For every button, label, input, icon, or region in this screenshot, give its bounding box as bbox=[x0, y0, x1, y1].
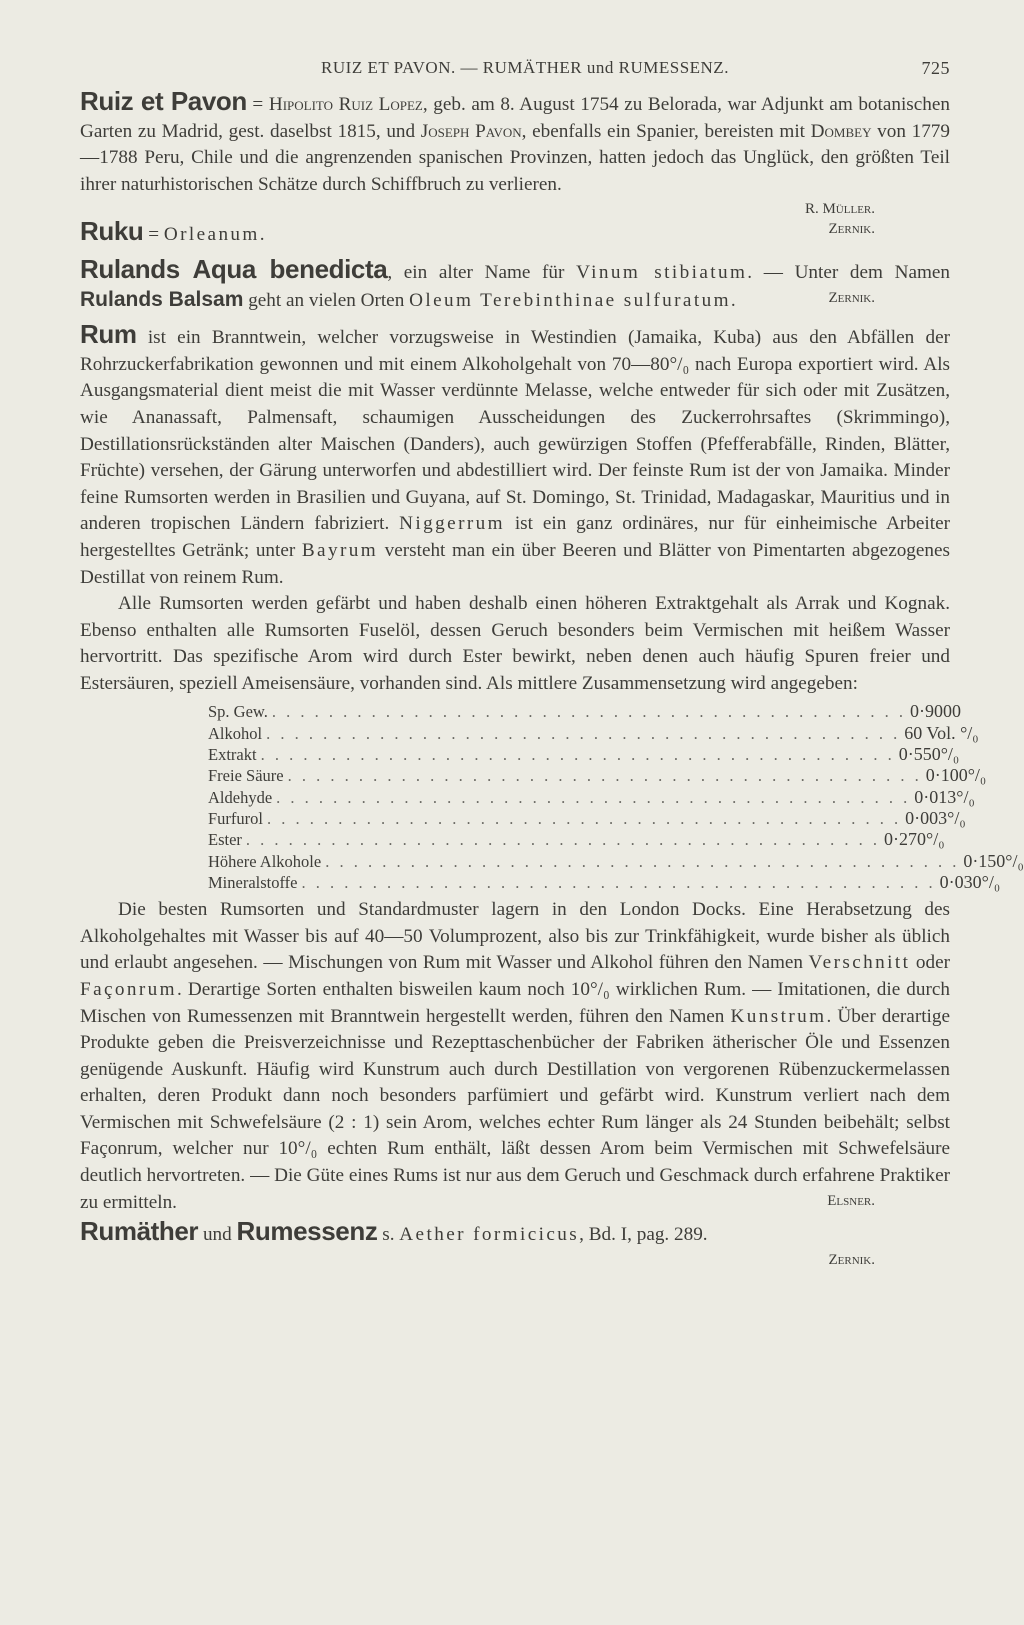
composition-value: 60 Vol. °/₀ bbox=[904, 722, 979, 743]
composition-row bbox=[208, 722, 979, 744]
composition-name: Furfurol bbox=[208, 808, 263, 828]
composition-row bbox=[208, 701, 962, 722]
text-run: von 1779—1788 Peru, Chile und die angrenzenden spanischen Provinzen, hatten jedoch das Unglück, den größten Teil ihrer naturhistorischen Schätze durch Schiffbruch zu verlieren. bbox=[80, 120, 950, 195]
text-run: ist ein Branntwein, welcher vorzugsweise in Westindien (Jamaika, Kuba) aus den Abfällen der Rohrzuckerfabrikation gewonnen und mit einem Alkoholgehalt von 70—80°/₀ nach Europa exportiert wird. Als Ausgangsmaterial dient meist die mit Wasser verdünnte Melasse, welche entweder für sich oder mit Zusätzen, wie Ananassaft, Palmensaft, schaumigen Ausscheidungen des Zuckerrohrsaftes (Skrimmingo), Destillationsrückständen alter Maischen (Danders), auch gewürzigen Stoffen (Pfefferabfälle, Rinden, Blätter, Früchte) versehen, der Gärung unterworfen und abdestilliert wird. Der feinste Rum ist der von Jamaika. Minder feine Rumsorten werden in Brasilien und Guyana, auf St. Domingo, St. Trinidad, Madagaskar, Mauritius und in anderen tropischen Ländern fabriziert. bbox=[80, 327, 950, 535]
composition-name: Freie Säure bbox=[208, 766, 284, 786]
text-run: s. bbox=[377, 1224, 400, 1246]
leader-dots: . . . . . . . . . . . . . . . . . . . . . . . . . . . . . . . . . . . . . . . . . . . . . bbox=[287, 766, 922, 786]
text-run: Die besten Rumsorten und Standardmuster lagern in den London Docks. Eine Herabsetzung des Alkoholgehaltes mit Wasser bis auf 40—50 Volumprozent, also bis zur Trinkfähigkeit, wurde bisher als üblich und erlaubt angesehen. — Mischungen von Rum mit Wasser und Alkohol führen den Namen bbox=[80, 899, 950, 974]
headword: Rumessenz bbox=[236, 1216, 378, 1247]
spaced-term: Bayrum bbox=[301, 539, 379, 561]
running-header bbox=[80, 58, 950, 88]
text-run: oder bbox=[910, 952, 951, 974]
spaced-term: Verschnitt bbox=[808, 952, 911, 974]
headword: Rumäther bbox=[80, 1216, 199, 1247]
author-signature: Zernik. bbox=[828, 1251, 875, 1268]
composition-value: 0·013°/₀ bbox=[914, 786, 975, 807]
entry-text bbox=[80, 218, 950, 249]
leader-dots: . . . . . . . . . . . . . . . . . . . . . . . . . . . . . . . . . . . . . . . . . . . . . bbox=[260, 745, 895, 765]
composition-name: Extrakt bbox=[208, 745, 257, 765]
composition-table bbox=[208, 701, 1024, 893]
text-run: ist ein ganz ordinäres, nur für einheimische Arbeiter hergestelltes Getränk; unter bbox=[80, 513, 950, 561]
leader-dots: . . . . . . . . . . . . . . . . . . . . . . . . . . . . . . . . . . . . . . . . . . . . . bbox=[245, 830, 881, 850]
spaced-term: Vinum stibiatum bbox=[576, 261, 748, 283]
composition-row bbox=[208, 765, 987, 786]
composition-name: Aldehyde bbox=[208, 787, 273, 807]
entry-text bbox=[80, 1218, 950, 1249]
composition-value: 0·270°/₀ bbox=[884, 829, 945, 850]
text-run: , geb. am 8. August 1754 zu Belorada, war Adjunkt am botanischen Garten zu Madrid, gest. daselbst 1815, und bbox=[80, 94, 950, 142]
person-name: Hipolito Ruiz Lopez bbox=[268, 94, 423, 115]
leader-dots: . . . . . . . . . . . . . . . . . . . . . . . . . . . . . . . . . . . . . . . . . . . . . bbox=[276, 787, 911, 807]
composition-name: Höhere Alkohole bbox=[208, 851, 322, 871]
text-run: = bbox=[143, 224, 164, 246]
composition-row bbox=[208, 807, 966, 829]
composition-value: 0·9000 bbox=[910, 701, 962, 722]
text-run: und bbox=[198, 1224, 237, 1246]
composition-row bbox=[208, 744, 960, 765]
paragraph bbox=[80, 897, 950, 1216]
spaced-term: Niggerrum bbox=[399, 513, 505, 535]
composition-row bbox=[208, 829, 945, 850]
text-run: . Derartige Sorten enthalten bisweilen kaum noch 10°/₀ wirklichen Rum. — Imitationen, die durch Mischen von Rumessenzen mit Branntwein hergestellt werden, führen den Namen bbox=[80, 978, 950, 1027]
spaced-term: Orleanum bbox=[163, 224, 260, 246]
spaced-term: Kunstrum bbox=[730, 1005, 827, 1027]
spaced-term: Oleum Terebinthinae sulfuratum bbox=[409, 289, 731, 311]
headword: Ruku bbox=[80, 216, 144, 247]
entry-ruku bbox=[80, 218, 950, 249]
paragraph: Alle Rumsorten werden gefärbt und haben deshalb einen höheren Extraktgehalt als Arrak und Kognak. Ebenso enthalten alle Rumsorten Fuselöl, dessen Geruch besonders beim Vermischen mit heißem Wasser hervortritt. Das spezifische Arom wird durch Ester bewirkt, neben denen auch häufig Spuren freier und Estersäuren, speziell Ameisensäure, vorhanden sind. Als mittlere Zusammensetzung wird angegeben: bbox=[80, 593, 950, 694]
composition-value: 0·030°/₀ bbox=[939, 871, 1001, 892]
entry-rulands-aqua-benedicta bbox=[80, 253, 950, 314]
composition-value: 0·100°/₀ bbox=[925, 765, 987, 786]
leader-dots: . . . . . . . . . . . . . . . . . . . . . . . . . . . . . . . . . . . . . . . . . . . . . bbox=[271, 702, 907, 722]
text-run: = bbox=[246, 94, 269, 115]
entry-rum bbox=[80, 319, 1024, 1216]
composition-name: Alkohol bbox=[208, 723, 263, 743]
spaced-term: Façonrum bbox=[80, 978, 177, 1000]
headword: Rum bbox=[80, 319, 137, 350]
author-signature: Zernik. bbox=[828, 221, 875, 238]
text-run: , Bd. I, pag. 289. bbox=[579, 1224, 708, 1246]
text-run: . bbox=[259, 224, 265, 246]
composition-row bbox=[208, 850, 1024, 872]
leader-dots: . . . . . . . . . . . . . . . . . . . . . . . . . . . . . . . . . . . . . . . . . . . . . bbox=[267, 808, 902, 828]
person-name: Dombey bbox=[810, 120, 872, 142]
leader-dots: . . . . . . . . . . . . . . . . . . . . . . . . . . . . . . . . . . . . . . . . . . . . . bbox=[266, 723, 901, 743]
headword: Ruiz et Pavon bbox=[80, 86, 247, 116]
text-run: versteht man ein über Beeren und Blätter von Pimentarten abgezogenes Destillat von reinem Rum. bbox=[80, 539, 950, 588]
leader-dots: . . . . . . . . . . . . . . . . . . . . . . . . . . . . . . . . . . . . . . . . . . . . . bbox=[325, 851, 960, 871]
author-signature: R. Müller. bbox=[804, 201, 875, 218]
entry-text bbox=[80, 321, 950, 591]
composition-name: Ester bbox=[208, 830, 242, 850]
text-run: geht an vielen Orten bbox=[243, 289, 410, 311]
author-signature: Elsner. bbox=[827, 1192, 875, 1209]
text-run: . — Unter dem Namen bbox=[747, 261, 950, 283]
composition-value: 0·150°/₀ bbox=[963, 850, 1024, 871]
entry-text bbox=[80, 88, 950, 198]
text-run: , ebenfalls ein Spanier, bereisten mit bbox=[521, 120, 811, 142]
spaced-term: Aether formicicus bbox=[399, 1224, 580, 1246]
composition-name: Sp. Gew. bbox=[208, 702, 268, 722]
composition-value: 0·003°/₀ bbox=[905, 807, 966, 828]
text-run: . bbox=[730, 289, 736, 311]
entry-ruiz-et-pavon bbox=[80, 88, 950, 220]
composition-name: Mineralstoffe bbox=[208, 872, 298, 892]
text-run: . Über derartige Produkte geben die Preisverzeichnisse und Rezepttaschenbücher der Fabriken ätherischer Öle und Essenzen genügende Auskunft. Häufig wird Kunstrum auch durch Destillation von vergorenen Rübenzuckermelassen erhalten, deren Produkt dann noch besonders parfümiert und gefärbt wird. Kunstrum verliert nach dem Vermischen mit Schwefelsäure (2 : 1) sein Arom, welches echter Rum länger als 24 Stunden beibehält; selbst Façonrum, welcher nur 10°/₀ echten Rum enthält, läßt dessen Arom beim Vermischen mit Schwefelsäure deutlich hervortreten. — Die Güte eines Rums ist nur aus dem Geruch und Geschmack durch erfahrene Praktiker zu ermitteln. bbox=[80, 1005, 950, 1213]
page-number: 725 bbox=[921, 58, 950, 78]
author-signature: Zernik. bbox=[828, 289, 875, 306]
leader-dots: . . . . . . . . . . . . . . . . . . . . . . . . . . . . . . . . . . . . . . . . . . . . . bbox=[301, 872, 936, 892]
entry-text bbox=[80, 253, 950, 314]
composition-value: 0·550°/₀ bbox=[898, 744, 960, 765]
headword: Rulands Aqua benedicta bbox=[80, 253, 388, 284]
text-run: , ein alter Name für bbox=[387, 261, 577, 283]
person-name: Joseph Pavon bbox=[420, 120, 522, 142]
composition-row bbox=[208, 871, 1001, 893]
running-title: RUIZ ET PAVON. — RUMÄTHER und RUMESSENZ. bbox=[321, 58, 729, 77]
headword-secondary: Rulands Balsam bbox=[80, 287, 244, 311]
composition-row bbox=[208, 786, 975, 808]
entry-rumaether bbox=[80, 1218, 950, 1271]
